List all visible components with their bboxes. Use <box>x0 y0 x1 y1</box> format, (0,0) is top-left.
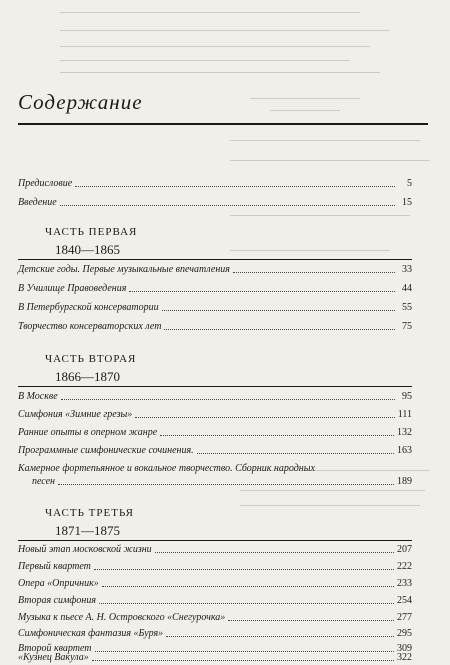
toc-entry <box>18 544 412 556</box>
toc-entry-page: 295 <box>397 628 412 639</box>
toc-entry-label: Симфония «Зимние грезы» <box>18 409 133 420</box>
toc-entry-label: Музыка к пьесе А. Н. Островского «Снегурочка» <box>18 612 226 623</box>
toc-entry <box>18 578 412 590</box>
dot-leader <box>197 452 394 454</box>
toc-entry-page: 44 <box>402 283 412 294</box>
toc-entry <box>18 408 412 421</box>
toc-entry-label: Симфоническая фантазия «Буря» <box>18 628 164 639</box>
dot-leader <box>164 328 395 330</box>
part-rule <box>18 540 412 541</box>
part-years: 1871—1875 <box>55 523 120 538</box>
toc-entry <box>18 444 412 457</box>
part-title: ЧАСТЬ ТРЕТЬЯ <box>45 507 135 519</box>
toc-entry-label: Опера «Опричник» <box>18 578 99 589</box>
dot-leader <box>58 483 394 485</box>
part-title: ЧАСТЬ ВТОРАЯ <box>45 353 137 365</box>
part-years: 1840—1865 <box>55 242 120 257</box>
dot-leader <box>233 271 395 273</box>
toc-entry <box>18 320 412 333</box>
toc-entry-page: 233 <box>397 578 412 589</box>
part-title: ЧАСТЬ ПЕРВАЯ <box>45 226 138 238</box>
toc-entry-label: Ранние опыты в оперном жанре <box>18 427 158 438</box>
toc-entry-label: «Кузнец Вакула» <box>18 652 89 663</box>
toc-entry <box>18 263 412 276</box>
dot-leader <box>99 602 394 604</box>
part-rule <box>18 259 412 260</box>
toc-entry-page: 207 <box>397 544 412 555</box>
toc-entry-page: 111 <box>397 409 412 420</box>
dot-leader <box>166 635 394 637</box>
toc-entry-label: Предисловие <box>18 178 73 189</box>
toc-entry-label: Первый квартет <box>18 561 91 572</box>
toc-entry-label: В Москве <box>18 391 58 402</box>
dot-leader <box>92 659 394 661</box>
toc-entry-label: В Петербургской консерватории <box>18 302 159 313</box>
toc-entry <box>18 301 412 314</box>
dot-leader <box>75 185 395 187</box>
dot-leader <box>162 309 395 311</box>
dot-leader <box>60 204 395 206</box>
dot-leader <box>61 398 395 400</box>
toc-entry-page: 15 <box>402 197 412 208</box>
toc-entry-page: 55 <box>402 302 412 313</box>
toc-entry-page: 132 <box>397 427 412 438</box>
toc-entry-page: 75 <box>402 321 412 332</box>
toc-entry-page: 322 <box>397 652 412 663</box>
toc-entry-page: 222 <box>397 561 412 572</box>
dot-leader <box>155 551 394 553</box>
toc-entry-page: 277 <box>397 612 412 623</box>
toc-entry-page: 95 <box>402 391 412 402</box>
toc-entry-page: 163 <box>397 445 412 456</box>
dot-leader <box>135 416 394 418</box>
toc-entry-label: Введение <box>18 197 57 208</box>
toc-entry-label-continued: песен <box>32 476 56 487</box>
title-rule <box>18 123 428 125</box>
toc-entry-label: Творчество консерваторских лет <box>18 321 162 332</box>
toc-entry <box>18 177 412 190</box>
toc-entry <box>18 390 412 403</box>
toc-entry-label: Вторая симфония <box>18 595 96 606</box>
toc-entry <box>18 426 412 439</box>
toc-entry <box>18 612 412 624</box>
part-rule <box>18 386 412 387</box>
toc-entry-label: Программные симфонические сочинения. <box>18 445 194 456</box>
toc-entry <box>18 652 412 664</box>
toc-entry-page: 309 <box>397 643 412 654</box>
toc-entry-label: Новый этап московской жизни <box>18 544 152 555</box>
toc-entry <box>18 282 412 295</box>
toc-entry-page: 254 <box>397 595 412 606</box>
dot-leader <box>129 290 395 292</box>
dot-leader <box>94 568 394 570</box>
toc-entry <box>18 595 412 607</box>
toc-entry <box>18 196 412 209</box>
toc-entry <box>18 628 412 640</box>
dot-leader <box>160 434 394 436</box>
toc-entry-page: 189 <box>397 476 412 487</box>
toc-entry-page: 33 <box>402 264 412 275</box>
toc-entry <box>18 462 412 488</box>
toc-entry-label: Камерное фортепьянное и вокальное творчество. Сборник народных <box>18 463 315 474</box>
toc-entry-label: Второй квартет <box>18 643 92 654</box>
toc-entry-label: Детские годы. Первые музыкальные впечатления <box>18 264 230 275</box>
toc-entry-page: 5 <box>407 178 412 189</box>
part-years: 1866—1870 <box>55 369 120 384</box>
page-title: Содержание <box>18 90 143 114</box>
dot-leader <box>102 585 394 587</box>
toc-entry-label: В Училище Правоведения <box>18 283 127 294</box>
dot-leader <box>228 619 394 621</box>
toc-entry <box>18 561 412 573</box>
